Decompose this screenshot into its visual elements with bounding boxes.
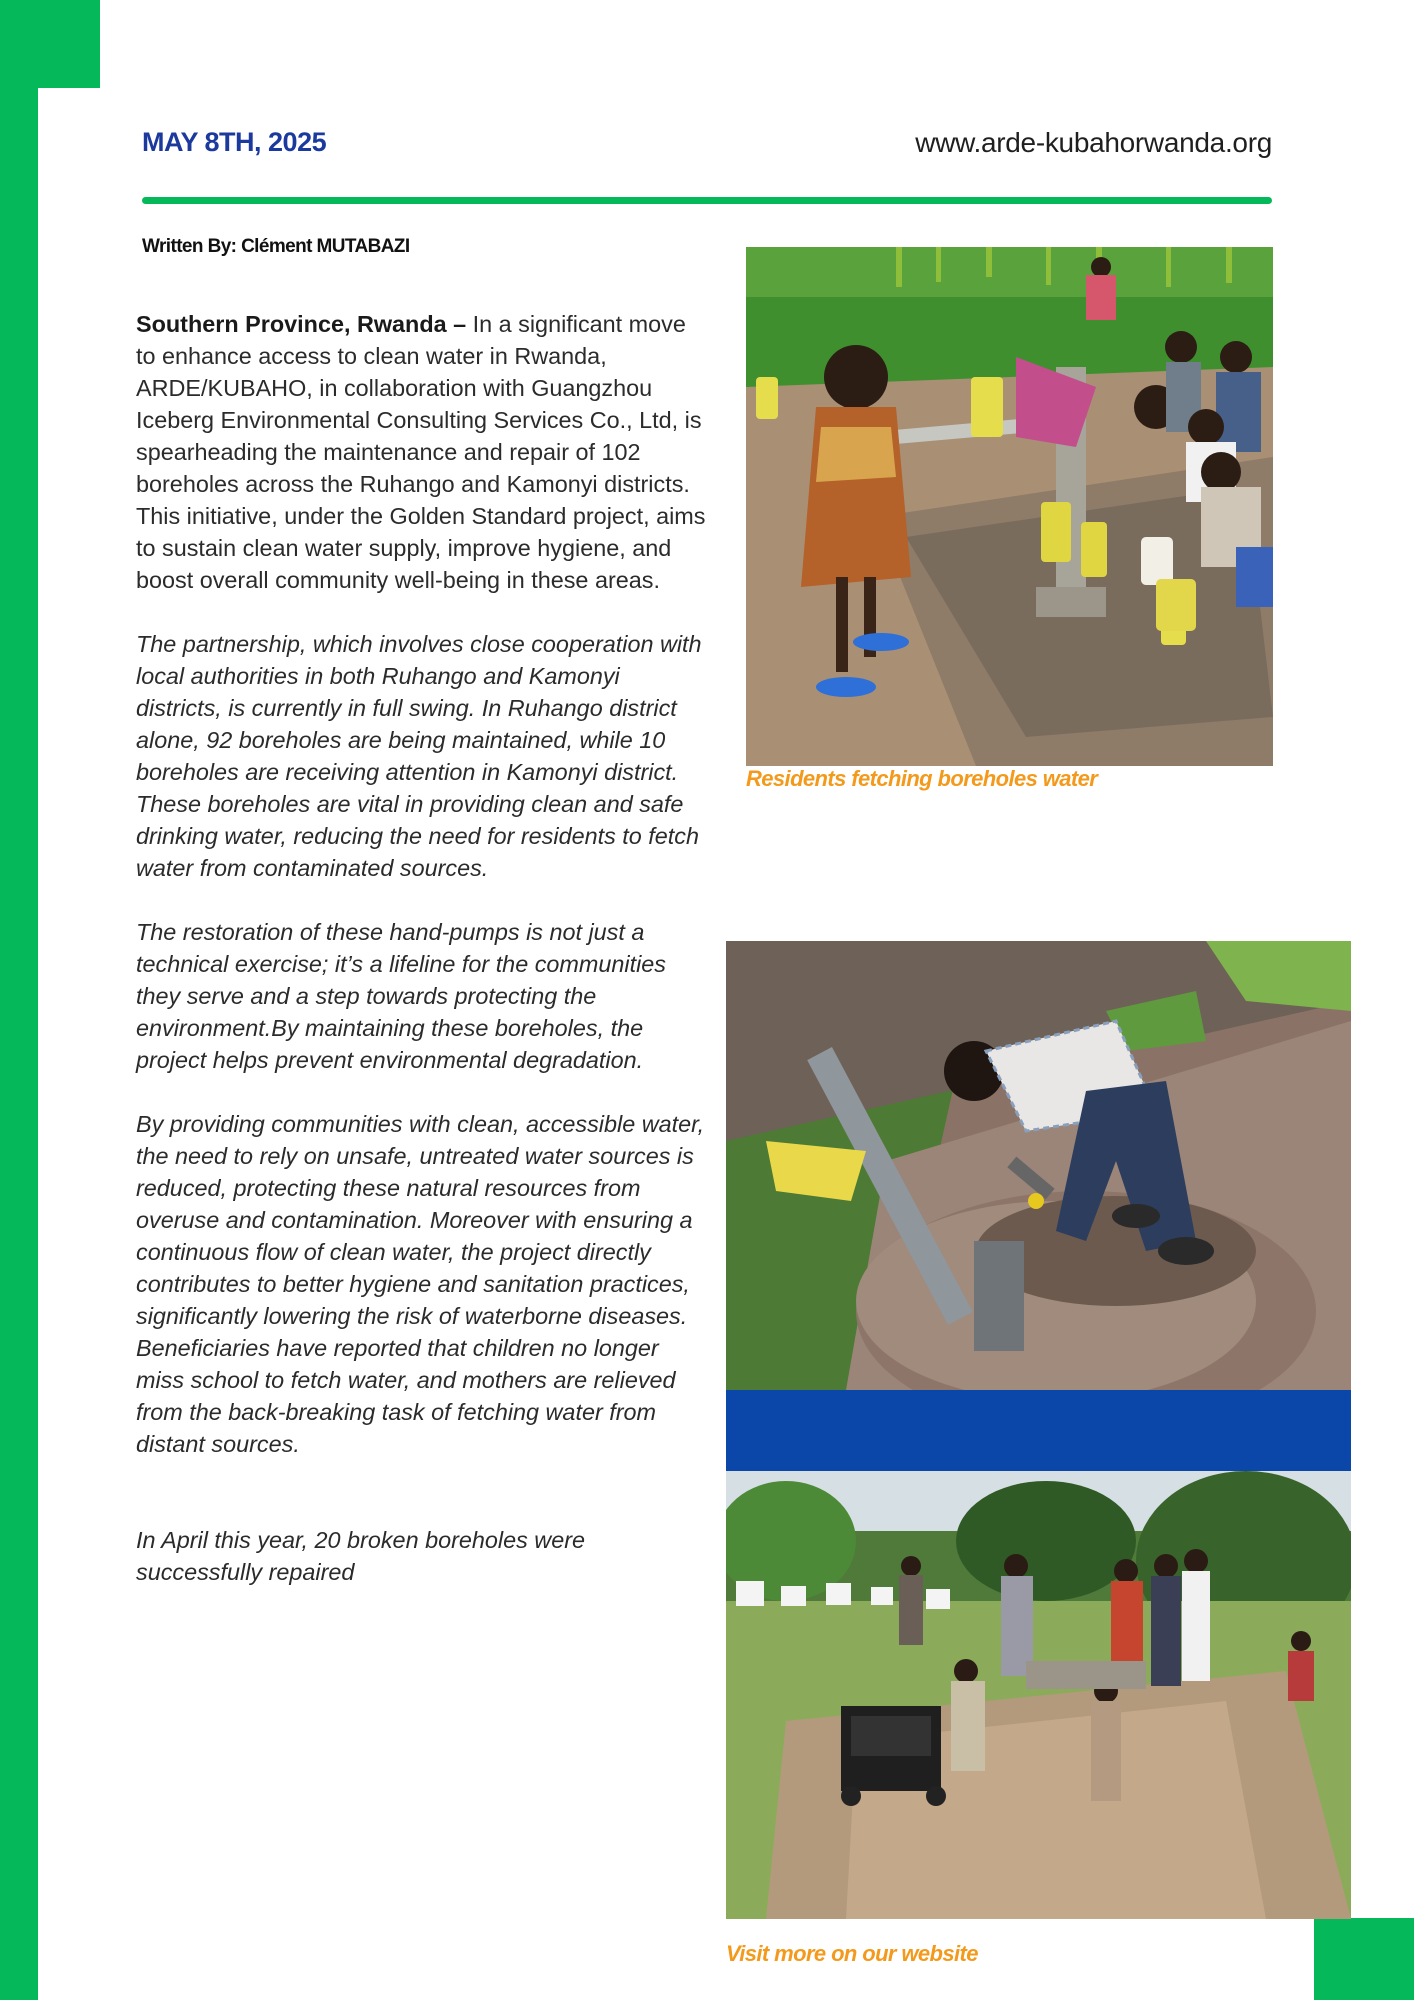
article-body	[136, 308, 706, 1588]
website-link[interactable]: www.arde-kubahorwanda.org	[915, 127, 1272, 158]
paragraph-4: By providing communities with clean, accessible water, the need to rely on unsafe, untreated water sources is reduced, protecting these natural resources from overuse and contamination. Moreover with ensuring a continuous flow of clean water, the project directly contributes to better hygiene and sanitation practices, significantly lowering the risk of waterborne diseases. Beneficiaries have reported that children no longer miss school to fetch water, and mothers are relieved from the back-breaking task of fetching water from distant sources.	[136, 1111, 705, 1457]
author-byline: Written By: Clément MUTABAZI	[142, 236, 410, 257]
green-corner-bottom	[1314, 1918, 1414, 2000]
header-divider	[142, 197, 1272, 204]
website-link-caption[interactable]: Visit more on our website	[726, 1941, 978, 1966]
blue-separator-band	[726, 1390, 1351, 1471]
photo-caption: Residents fetching boreholes water	[746, 766, 1098, 791]
paragraph-2: The partnership, which involves close cooperation with local authorities in both Ruhango and Kamonyi districts, is currently in full swing. In Ruhango district alone, 92 boreholes are being maintained, while 10 boreholes are receiving attention in Kamonyi district. These boreholes are vital in providing clean and safe drinking water, reducing the need for residents to fetch water from contaminated sources.	[136, 631, 702, 881]
dateline: Southern Province, Rwanda –	[136, 311, 467, 337]
photo-residents-fetching-water	[746, 247, 1273, 766]
issue-date: MAY 8TH, 2025	[142, 127, 327, 157]
photo-borehole-repair	[726, 941, 1351, 1390]
paragraph-1: Southern Province, Rwanda – In a significant move to enhance access to clean water in Rwanda, ARDE/KUBAHO, in collaboration with Guangzhou Iceberg Environmental Consulting Services Co., Ltd, is spearheading the maintenance and repair of 102 boreholes across the Ruhango and Kamonyi districts. This initiative, under the Golden Standard project, aims to sustain clean water supply, improve hygiene, and boost overall community well-being in these areas.	[136, 311, 706, 593]
green-side-bar	[0, 88, 38, 2000]
photo-community-borehole	[726, 1471, 1351, 1919]
paragraph-5: In April this year, 20 broken boreholes were successfully repaired	[136, 1527, 586, 1585]
paragraph-3: The restoration of these hand-pumps is not just a technical exercise; it’s a lifeline for the communities they serve and a step towards protecting the environment.By maintaining these boreholes, the project helps prevent environmental degradation.	[136, 919, 666, 1073]
green-corner-top	[0, 0, 100, 88]
